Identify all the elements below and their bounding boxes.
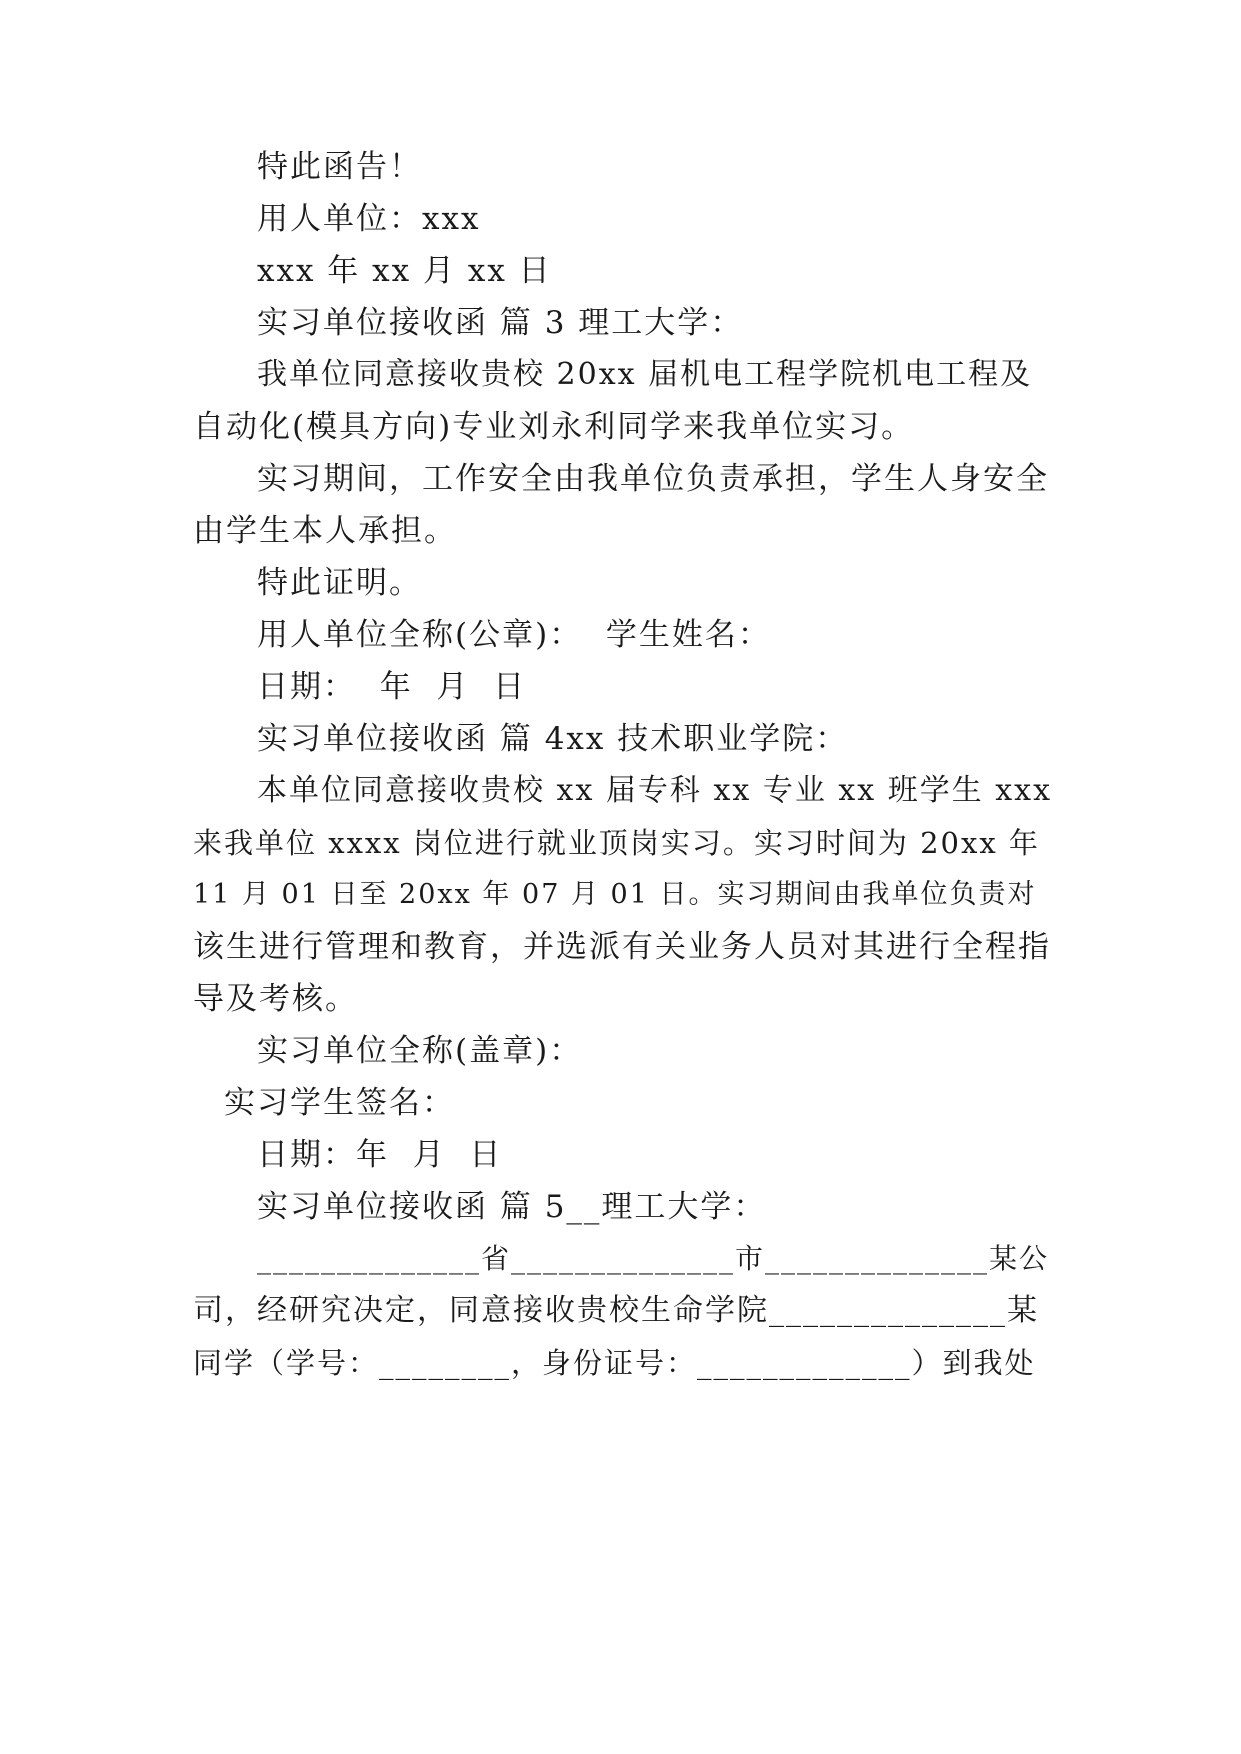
paragraph-line: ______________省______________市______________某公 <box>257 1242 1050 1275</box>
paragraph-line: 我单位同意接收贵校 20xx 届机电工程学院机电工程及 <box>257 357 1033 392</box>
paragraph-line: 11 月 01 日至 20xx 年 07 月 01 日。实习期间由我单位负责对 <box>193 879 1037 910</box>
paragraph-line: 同学（学号：________，身份证号：_____________）到我处 <box>193 1346 1036 1380</box>
paragraph-line: 司，经研究决定，同意接收贵校生命学院______________某 <box>193 1293 1039 1328</box>
employer-line: 用人单位：xxx <box>257 201 481 237</box>
paragraph-line: 本单位同意接收贵校 xx 届专科 xx 专业 xx 班学生 xxx <box>257 773 1053 808</box>
date-line: 日期： 年 月 日 <box>257 669 527 705</box>
date-line: xxx 年 xx 月 xx 日 <box>257 253 552 289</box>
signature-line: 用人单位全称(公章)： 学生姓名： <box>257 617 771 653</box>
signature-line: 实习单位全称(盖章)： <box>257 1033 583 1069</box>
paragraph-line: 由学生本人承担。 <box>193 513 457 549</box>
date-line: 日期：年 月 日 <box>257 1137 503 1173</box>
closing-line: 特此函告！ <box>257 149 422 185</box>
certification-line: 特此证明。 <box>257 565 422 601</box>
paragraph-line: 该生进行管理和教育，并选派有关业务人员对其进行全程指 <box>193 929 1051 965</box>
section-heading-5: 实习单位接收函 篇 5__理工大学： <box>257 1189 767 1225</box>
paragraph-line: 自动化(模具方向)专业刘永利同学来我单位实习。 <box>193 409 915 445</box>
signature-line: 实习学生签名： <box>224 1085 455 1121</box>
paragraph-line: 实习期间，工作安全由我单位负责承担，学生人身安全 <box>257 461 1049 497</box>
paragraph-line: 来我单位 xxxx 岗位进行就业顶岗实习。实习时间为 20xx 年 <box>193 826 1040 860</box>
paragraph-line: 导及考核。 <box>193 981 358 1017</box>
section-heading-3: 实习单位接收函 篇 3 理工大学： <box>257 305 744 341</box>
section-heading-4: 实习单位接收函 篇 4xx 技术职业学院： <box>257 721 849 757</box>
